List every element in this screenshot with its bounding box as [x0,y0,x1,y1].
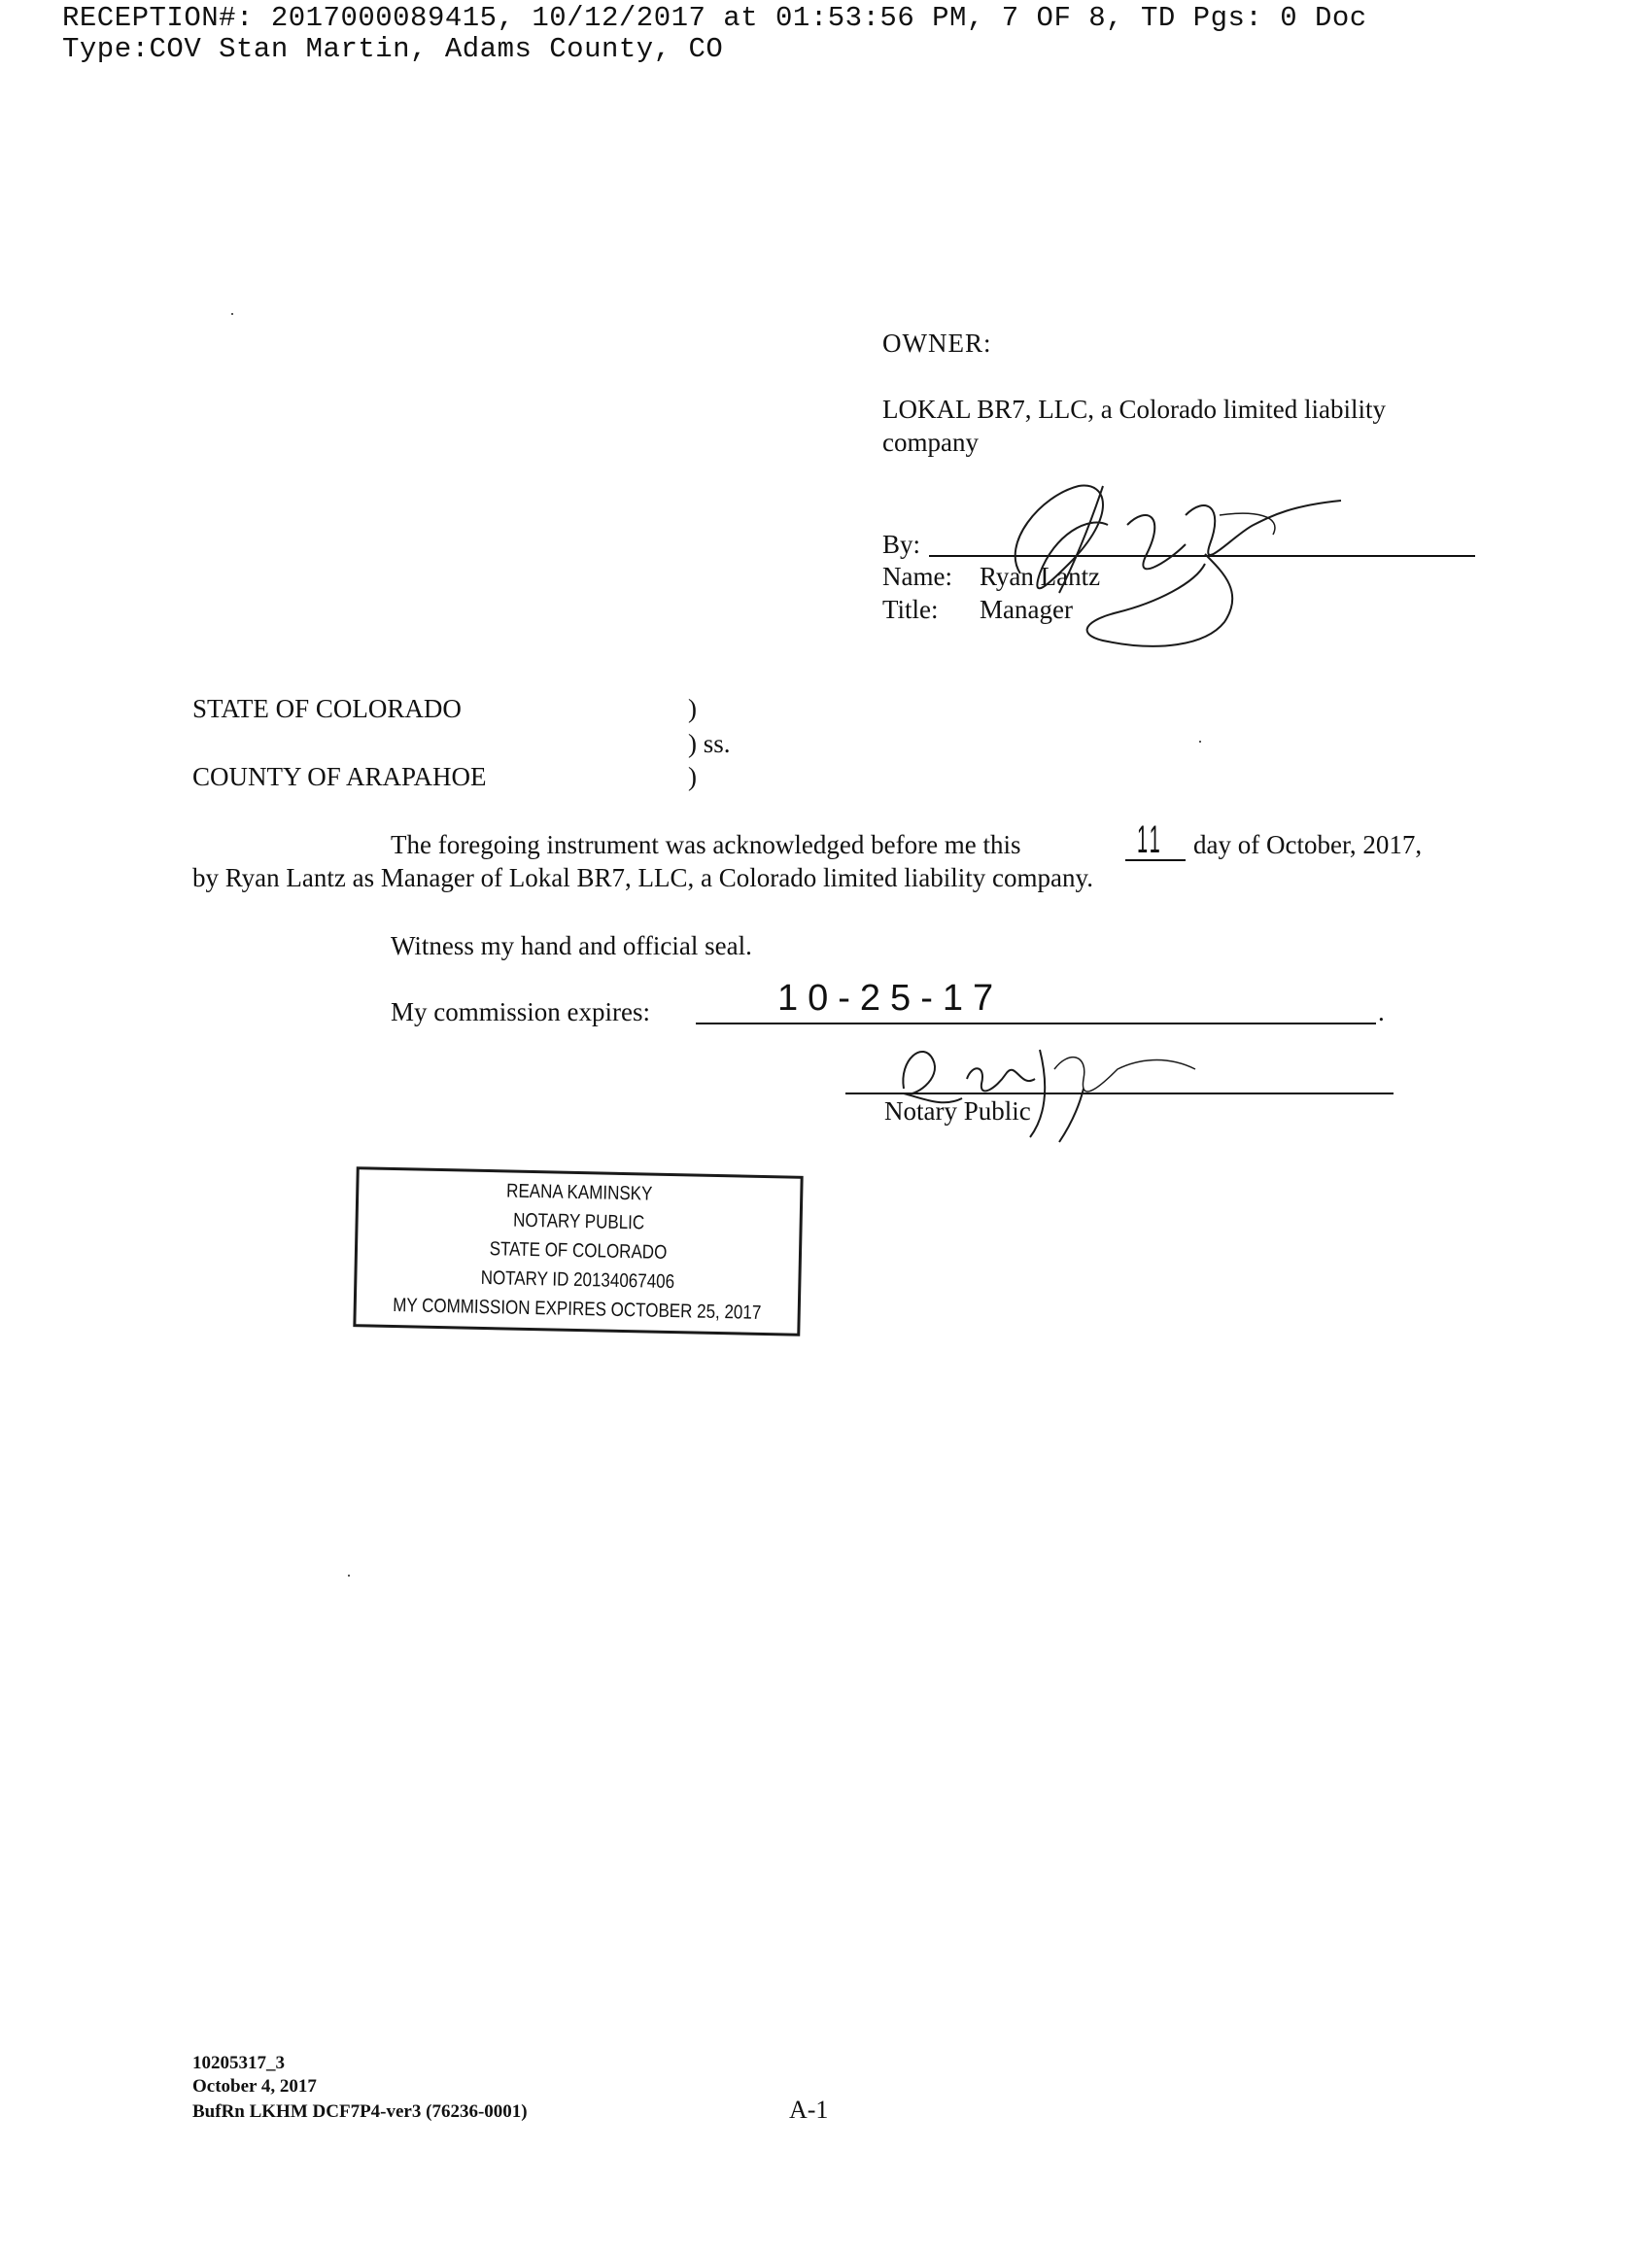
commission-label: My commission expires: [391,997,650,1026]
ack-line-1-post: day of October, 2017, [1193,830,1423,859]
ack-day-handwritten: 11 [1137,818,1163,861]
commission-period: . [1378,997,1385,1026]
venue-paren-bottom: ) [688,762,697,791]
owner-heading: OWNER: [882,329,992,358]
venue-paren-top: ) [688,694,697,723]
venue-paren-ss: ) ss. [688,729,731,758]
name-label: Name: [882,562,952,591]
venue-state: STATE OF COLORADO [192,694,462,723]
scan-speck [348,1575,350,1577]
stamp-line-5: MY COMMISSION EXPIRES OCTOBER 25, 2017 [392,1295,762,1324]
footer-doc-id: 10205317_3 [192,2053,285,2073]
stamp-line-4: NOTARY ID 20134067406 [480,1266,675,1294]
recording-header-line-1: RECEPTION#: 2017000089415, 10/12/2017 at 01:53:56 PM, 7 OF 8, TD Pgs: 0 Doc [62,2,1367,34]
owner-company-line-2: company [882,428,979,457]
stamp-line-2: NOTARY PUBLIC [512,1209,645,1234]
by-label: By: [882,530,921,559]
footer-date: October 4, 2017 [192,2076,317,2097]
owner-signature [962,457,1351,671]
footer-ref: BufRn LKHM DCF7P4-ver3 (76236-0001) [192,2101,528,2122]
ack-line-1-pre: The foregoing instrument was acknowledged before me this [391,830,1021,859]
witness-text: Witness my hand and official seal. [391,931,752,960]
ack-line-2: by Ryan Lantz as Manager of Lokal BR7, LLC, a Colorado limited liability company. [192,863,1093,892]
footer-page-number: A-1 [789,2096,829,2124]
commission-handwritten: 10-25-17 [777,978,1004,1019]
name-value: Ryan Lantz [980,562,1101,591]
commission-blank [696,1023,1376,1024]
venue-county: COUNTY OF ARAPAHOE [192,762,487,791]
notary-stamp [353,1166,803,1336]
title-value: Manager [980,595,1073,624]
title-label: Title: [882,595,939,624]
owner-company-line-1: LOKAL BR7, LLC, a Colorado limited liability [882,395,1386,424]
stamp-line-3: STATE OF COLORADO [489,1238,668,1264]
recording-header-line-2: Type:COV Stan Martin, Adams County, CO [62,33,724,65]
notary-signature [875,1030,1224,1147]
scan-speck [1199,741,1201,743]
notary-public-label: Notary Public [884,1096,1031,1126]
scan-speck [231,313,233,315]
stamp-line-1: REANA KAMINSKY [505,1180,653,1205]
